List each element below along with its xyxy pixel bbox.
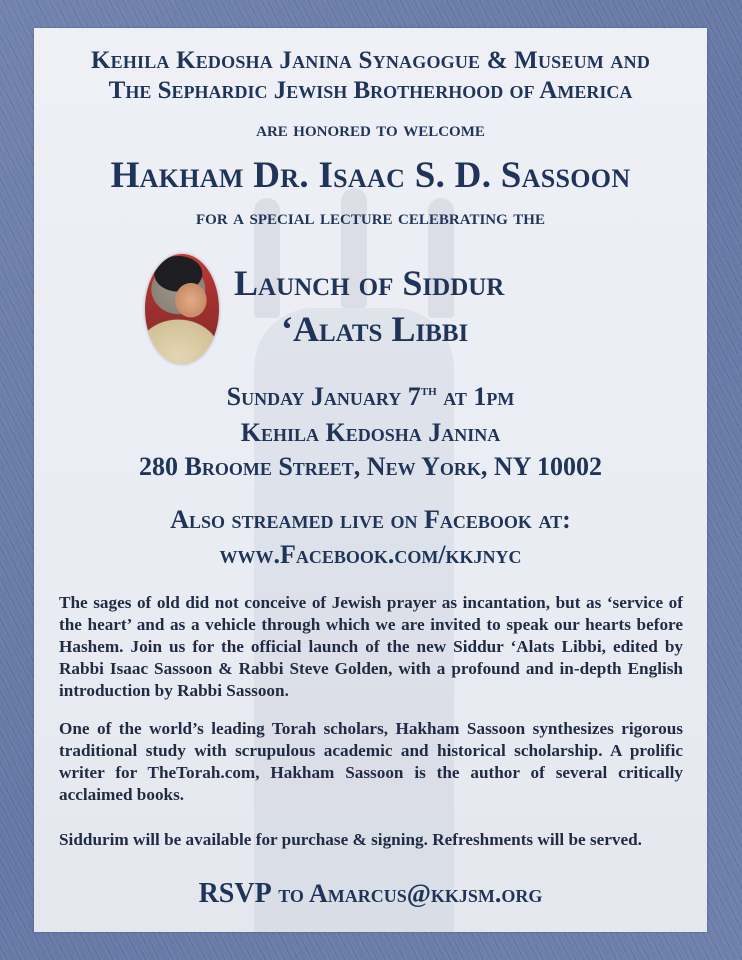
flyer-panel [34,28,707,932]
organizer-line-1: Kehila Kedosha Janina Synagogue & Museum and [90,47,651,74]
description-paragraph-3: Siddurim will be available for purchase & signing. Refreshments will be served. [59,830,642,849]
speaker-portrait-photo [145,254,219,364]
speaker-name: Hakham Dr. Isaac S. D. Sassoon [110,155,631,196]
event-venue: Kehila Kedosha Janina [240,418,501,447]
rsvp-label: RSVP [198,878,272,909]
stream-notice: Also streamed live on Facebook at: [170,505,571,534]
event-title-line-2: ‘Alats Libbi [281,309,469,349]
event-address: 280 Broome Street, New York, NY 10002 [138,452,602,481]
lecture-intro: for a special lecture celebrating the [196,204,545,229]
rsvp-line [34,878,707,910]
event-date-ordinal: th [420,382,437,399]
event-date [34,382,707,412]
organizer-line-2: The Sephardic Jewish Brotherhood of America [108,77,633,104]
flyer-content [34,28,707,932]
rsvp-to: to [271,879,309,908]
honored-line: are honored to welcome [256,116,485,141]
event-date-prefix: Sunday January 7 [226,382,421,411]
description-paragraph-1: The sages of old did not conceive of Jewish prayer as incantation, but as ‘service of the heart’ and as a vehicle through which we are invited to speak our hearts before Hashem. Join us for the official launch of the new Siddur ‘Alats Libbi, edited by Rabbi Isaac Sassoon & Rabbi Steve Golden, with a profound and in-depth English introduction by Rabbi Sassoon. [59,593,683,700]
event-time: at 1pm [436,382,515,411]
rsvp-email-link[interactable]: Amarcus@kkjsm.org [308,879,543,908]
description-paragraph-2: One of the world’s leading Torah scholars, Hakham Sassoon synthesizes rigorous traditional study with scrupulous academic and historical scholarship. A prolific writer for TheTorah.com, Hakham Sassoon is the author of several critically acclaimed books. [59,719,683,804]
facebook-link[interactable]: www.Facebook.com/kkjnyc [219,540,522,569]
event-title-line-1: Launch of Siddur [234,263,505,303]
